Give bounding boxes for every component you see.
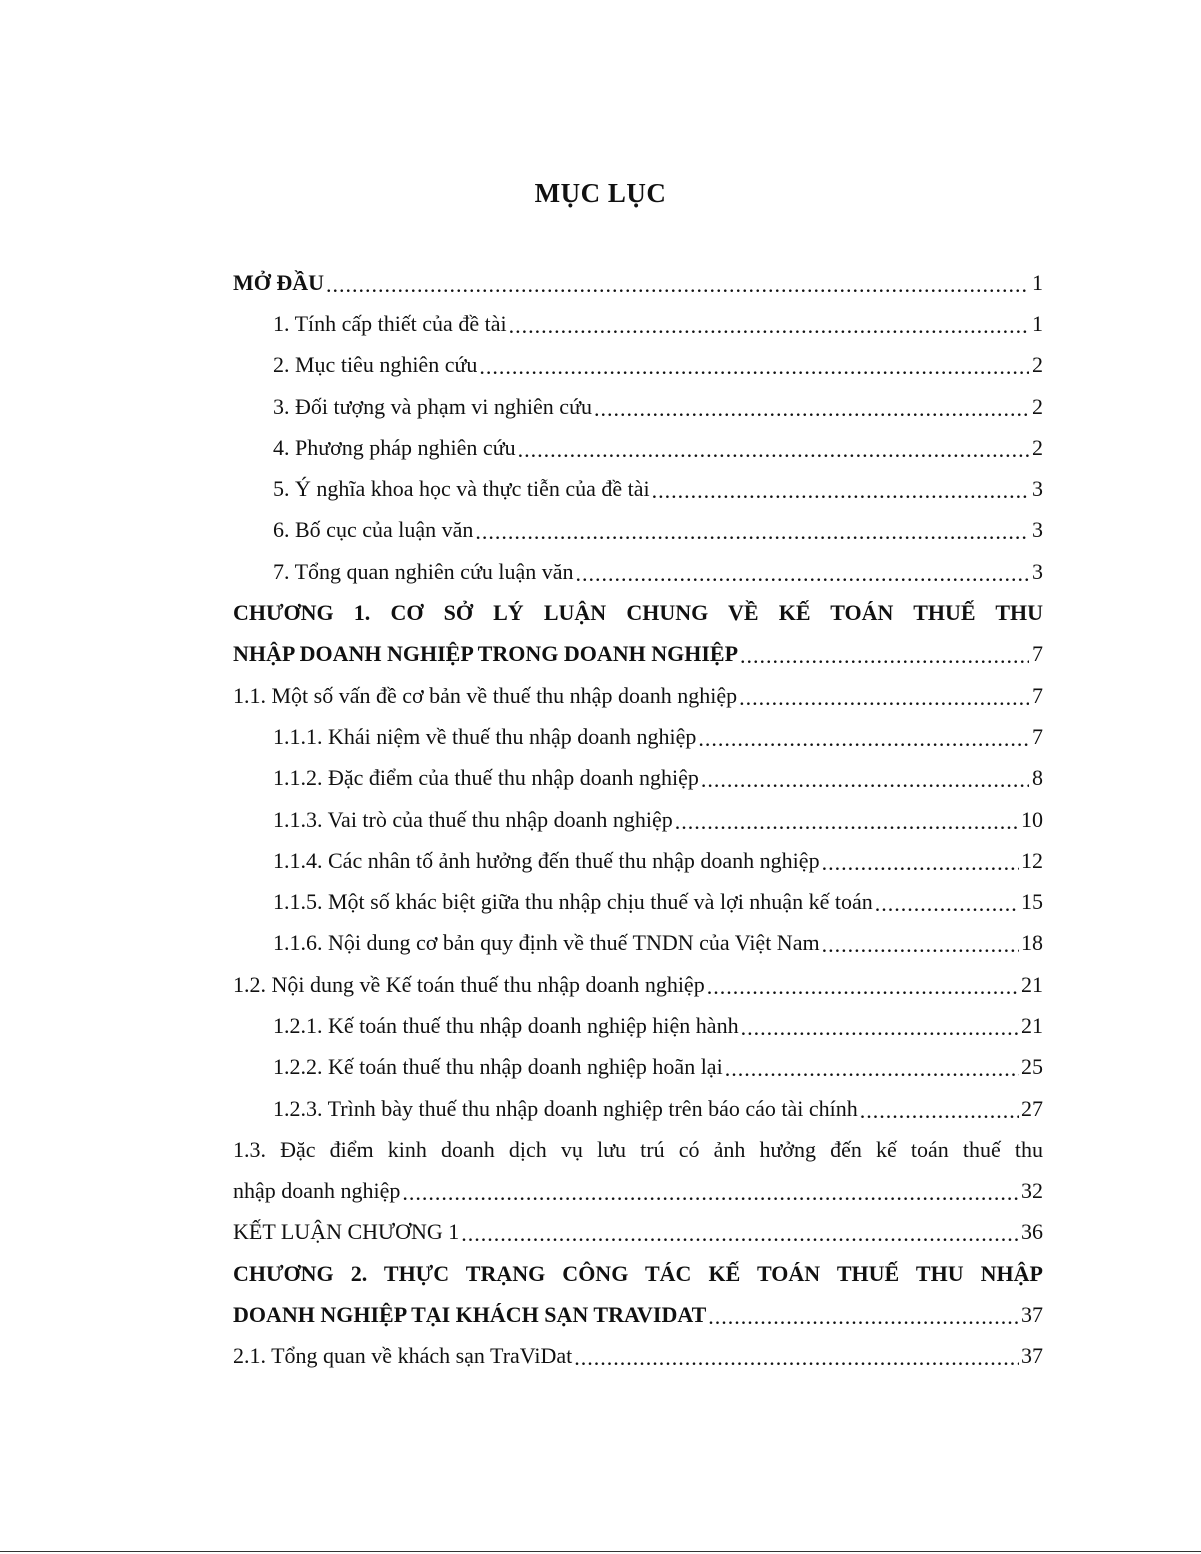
toc-entry[interactable] [233,881,1043,922]
dot-leader [479,356,1029,378]
toc-chapter-heading-line[interactable] [233,592,1043,633]
toc-page-number: 2 [1032,393,1043,419]
toc-page-number: 25 [1021,1054,1043,1080]
dot-leader [475,521,1029,543]
dot-leader [594,398,1029,420]
dot-leader [822,852,1019,874]
toc-entry[interactable] [233,303,1043,344]
toc-entry-text: 4. Phương pháp nghiên cứu [273,434,516,460]
toc-entry[interactable] [233,345,1043,386]
dot-leader [860,1100,1019,1122]
toc-page-number: 15 [1021,889,1043,915]
dot-leader [402,1182,1019,1204]
dot-leader [698,728,1029,750]
toc-entry-text: 5. Ý nghĩa khoa học và thực tiễn của đề tài [273,476,650,502]
toc-entry[interactable] [233,634,1043,675]
toc-page-number: 32 [1021,1178,1043,1204]
toc-entry[interactable] [233,1088,1043,1129]
toc-chapter-heading-line[interactable] [233,1253,1043,1294]
toc-section-heading-line[interactable] [233,1129,1043,1170]
dot-leader [576,563,1029,585]
toc-entry[interactable] [233,262,1043,303]
toc-page-number: 2 [1032,352,1043,378]
toc-entry[interactable] [233,386,1043,427]
toc-entry[interactable] [233,1171,1043,1212]
toc-entry[interactable] [233,427,1043,468]
dot-leader [652,480,1029,502]
toc-entry[interactable] [233,675,1043,716]
toc-entry-text: 2.1. Tổng quan về khách sạn TraViDat [233,1343,573,1369]
toc-page-number: 27 [1021,1095,1043,1121]
toc-page-number: 18 [1021,930,1043,956]
toc-entry[interactable] [233,840,1043,881]
toc-entry[interactable] [233,1336,1043,1377]
toc-page-number: 3 [1032,558,1043,584]
dot-leader [708,1306,1019,1328]
toc-entry-text: CHƯƠNG 2. THỰC TRẠNG CÔNG TÁC KẾ TOÁN THUẾ THU NHẬP [233,1260,1043,1286]
dot-leader [518,439,1029,461]
dot-leader [740,645,1029,667]
toc-entry-text: 1.3. Đặc điểm kinh doanh dịch vụ lưu trú có ảnh hưởng đến kế toán thuế thu [233,1136,1043,1162]
toc-entry[interactable] [233,1005,1043,1046]
toc-page-number: 36 [1021,1219,1043,1245]
dot-leader [725,1058,1019,1080]
toc-page-number: 7 [1032,682,1043,708]
toc-page-number: 2 [1032,434,1043,460]
toc-entry[interactable] [233,964,1043,1005]
toc-entry-text: 1.2. Nội dung về Kế toán thuế thu nhập doanh nghiệp [233,971,705,997]
toc-entry-text: DOANH NGHIỆP TẠI KHÁCH SẠN TRAVIDAT [233,1302,707,1328]
toc-page-number: 1 [1032,310,1043,336]
toc-entry-text: 1.1.3. Vai trò của thuế thu nhập doanh nghiệp [273,806,673,832]
toc-page-number: 37 [1021,1302,1043,1328]
toc-entry-text: 7. Tổng quan nghiên cứu luận văn [273,558,574,584]
dot-leader [875,893,1019,915]
toc-entry-text: KẾT LUẬN CHƯƠNG 1 [233,1219,460,1245]
toc-entry-text: 3. Đối tượng và phạm vi nghiên cứu [273,393,592,419]
toc-page-number: 7 [1032,723,1043,749]
dot-leader [326,274,1029,296]
toc-entry[interactable] [233,468,1043,509]
toc-page-number: 1 [1032,269,1043,295]
toc-entry[interactable] [233,510,1043,551]
toc-entry[interactable] [233,551,1043,592]
toc-entry[interactable] [233,758,1043,799]
toc-entry[interactable] [233,799,1043,840]
toc-page-number: 8 [1032,765,1043,791]
toc-page-number: 10 [1021,806,1043,832]
toc-entry-text: 1. Tính cấp thiết của đề tài [273,310,507,336]
dot-leader [574,1347,1019,1369]
page-bottom-rule [0,1551,1201,1552]
toc-entry-text: MỞ ĐẦU [233,269,325,295]
toc-entry-text: 6. Bố cục của luận văn [273,517,474,543]
toc-entry-text: nhập doanh nghiệp [233,1178,401,1204]
toc-entry-text: 1.2.2. Kế toán thuế thu nhập doanh nghiệp hoãn lại [273,1054,723,1080]
dot-leader [461,1223,1019,1245]
toc-page-number: 3 [1032,476,1043,502]
toc-entry-text: 1.1.4. Các nhân tố ảnh hưởng đến thuế thu nhập doanh nghiệp [273,847,820,873]
dot-leader [707,976,1019,998]
dot-leader [675,811,1019,833]
toc-entry-text: 1.2.1. Kế toán thuế thu nhập doanh nghiệp hiện hành [273,1012,739,1038]
dot-leader [822,934,1019,956]
toc-page-number: 12 [1021,847,1043,873]
toc-entry[interactable] [233,1047,1043,1088]
toc-entry-text: 2. Mục tiêu nghiên cứu [273,352,478,378]
table-of-contents [233,262,1043,1377]
toc-title: MỤC LỤC [534,178,667,208]
toc-page-number: 21 [1021,971,1043,997]
toc-entry-text: 1.2.3. Trình bày thuế thu nhập doanh nghiệp trên báo cáo tài chính [273,1095,858,1121]
toc-entry[interactable] [233,1294,1043,1335]
toc-entry-text: 1.1.2. Đặc điểm của thuế thu nhập doanh nghiệp [273,765,699,791]
dot-leader [741,1017,1019,1039]
toc-page-number: 3 [1032,517,1043,543]
toc-entry[interactable] [233,1212,1043,1253]
toc-entry[interactable] [233,923,1043,964]
dot-leader [509,315,1029,337]
dot-leader [701,769,1029,791]
toc-entry-text: NHẬP DOANH NGHIỆP TRONG DOANH NGHIỆP [233,641,739,667]
toc-entry-text: 1.1.6. Nội dung cơ bản quy định về thuế TNDN của Việt Nam [273,930,820,956]
toc-entry-text: 1.1.5. Một số khác biệt giữa thu nhập chịu thuế và lợi nhuận kế toán [273,889,873,915]
toc-page-number: 7 [1032,641,1043,667]
toc-entry-text: 1.1.1. Khái niệm về thuế thu nhập doanh nghiệp [273,723,697,749]
toc-entry[interactable] [233,716,1043,757]
toc-entry-text: 1.1. Một số vấn đề cơ bản về thuế thu nhập doanh nghiệp [233,682,738,708]
toc-page-number: 37 [1021,1343,1043,1369]
toc-page-number: 21 [1021,1012,1043,1038]
dot-leader [739,687,1029,709]
toc-entry-text: CHƯƠNG 1. CƠ SỞ LÝ LUẬN CHUNG VỀ KẾ TOÁN THUẾ THU [233,600,1043,626]
